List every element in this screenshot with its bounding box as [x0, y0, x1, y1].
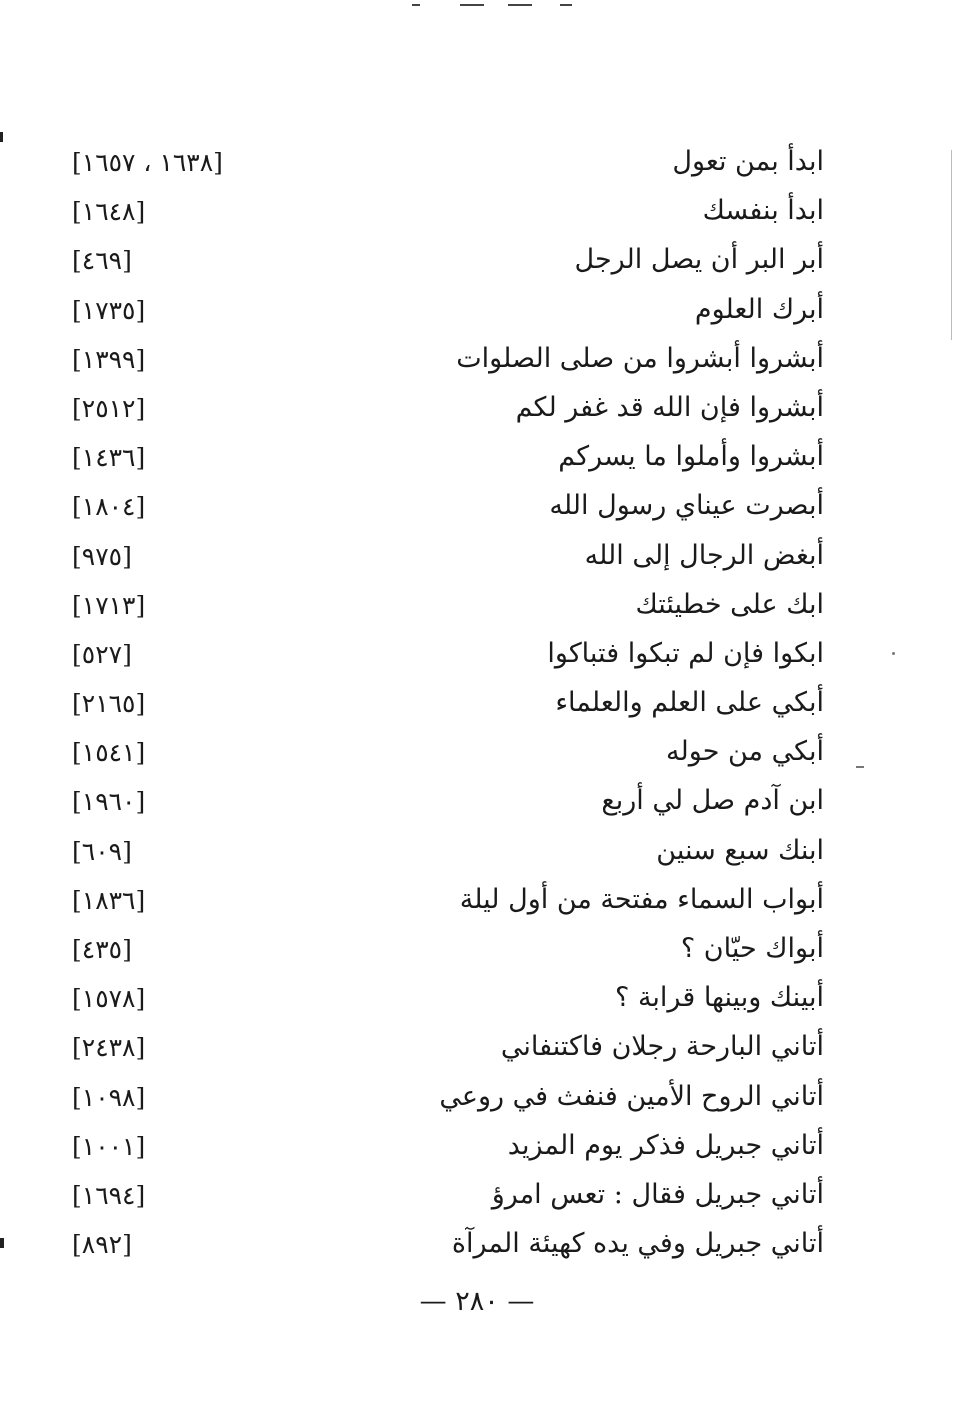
index-entry: [0, 827, 954, 876]
entry-reference: [٢١٦٥]: [72, 689, 146, 719]
index-entry: [0, 1171, 954, 1220]
entry-text: ابكوا فإن لم تبكوا فتباكوا: [547, 637, 824, 669]
index-entry: [0, 728, 954, 777]
index-entry: [0, 236, 954, 285]
entry-text: أبشروا أبشروا من صلى الصلوات: [456, 342, 824, 374]
entry-text: ابدأ بمن تعول: [672, 146, 824, 177]
entry-text: أبكي من حوله: [666, 736, 824, 768]
top-scan-marks: [400, 4, 580, 8]
index-entry: [0, 335, 954, 384]
index-entry: [0, 974, 954, 1023]
index-entry: [0, 777, 954, 826]
entry-text: أتاني جبريل فقال : تعس امرؤ: [491, 1178, 824, 1210]
entry-reference: [١٣٩٩]: [72, 344, 146, 374]
entry-text: ابن آدم صل لي أربع: [601, 785, 824, 817]
index-entries: [0, 138, 954, 1269]
entry-reference: [٩٧٥]: [72, 541, 132, 571]
index-entry: [0, 482, 954, 531]
index-entry: [0, 1023, 954, 1072]
index-entry: [0, 187, 954, 236]
entry-text: أبغض الرجال إلى الله: [584, 539, 824, 571]
entry-reference: [١٤٣٦]: [72, 443, 146, 473]
entry-reference: [٢٤٣٨]: [72, 1033, 146, 1063]
entry-text: أبر البر أن يصل الرجل: [574, 244, 824, 276]
entry-text: أتاني الروح الأمين فنفث في روعي: [439, 1080, 824, 1112]
entry-reference: [١٦٤٨]: [72, 197, 146, 227]
entry-reference: [١٧١٣]: [72, 590, 146, 620]
index-entry: [0, 138, 954, 187]
index-entry: [0, 679, 954, 728]
entry-reference: [٤٣٥]: [72, 935, 132, 964]
index-entry: [0, 532, 954, 581]
entry-reference: [٢٥١٢]: [72, 393, 146, 423]
entry-reference: [١٥٤١]: [72, 738, 146, 768]
entry-text: ابدأ بنفسك: [702, 195, 824, 227]
entry-text: أتاني البارحة رجلان فاكتنفاني: [500, 1031, 824, 1063]
index-entry: [0, 433, 954, 482]
index-entry: [0, 1122, 954, 1171]
entry-reference: [١٧٣٥]: [72, 295, 146, 325]
entry-reference: [١٠٠١]: [72, 1131, 146, 1161]
page-number: — ٢٨٠ —: [419, 1286, 535, 1317]
entry-text: أبرك العلوم: [694, 293, 824, 325]
entry-reference: [١٦٩٤]: [72, 1180, 146, 1210]
entry-text: أبواك حيّان ؟: [680, 933, 824, 964]
index-entry: [0, 581, 954, 630]
entry-text: أتاني جبريل فذكر يوم المزيد: [507, 1129, 824, 1161]
entry-text: أبينك وبينها قرابة ؟: [615, 982, 824, 1014]
index-entry: [0, 925, 954, 974]
entry-text: أبصرت عيناي رسول الله: [549, 490, 824, 522]
entry-reference: [١٦٣٨ ، ١٦٥٧]: [72, 148, 223, 177]
entry-text: أبشروا وأملوا ما يسركم: [558, 441, 824, 473]
entry-text: أبواب السماء مفتحة من أول ليلة: [459, 883, 824, 915]
index-entry: [0, 384, 954, 433]
entry-reference: [٤٦٩]: [72, 246, 132, 276]
entry-reference: [٥٢٧]: [72, 639, 132, 669]
index-entry: [0, 876, 954, 925]
entry-reference: [٦٠٩]: [72, 836, 132, 866]
entry-reference: [١٨٠٤]: [72, 492, 146, 522]
entry-reference: [٨٩٢]: [72, 1230, 132, 1260]
index-entry: [0, 630, 954, 679]
entry-reference: [١٠٩٨]: [72, 1082, 146, 1112]
entry-text: أبكي على العلم والعلماء: [555, 687, 824, 719]
entry-text: أبشروا فإن الله قد غفر لكم: [515, 391, 824, 423]
index-entry: [0, 1220, 954, 1269]
entry-text: أتاني جبريل وفي يده كهيئة المرآة: [451, 1228, 824, 1260]
index-entry: [0, 286, 954, 335]
entry-reference: [١٨٣٦]: [72, 885, 146, 915]
index-entry: [0, 1073, 954, 1122]
entry-reference: [١٥٧٨]: [72, 984, 146, 1014]
entry-text: ابنك سبع سنين: [656, 834, 824, 866]
entry-reference: [١٩٦٠]: [72, 787, 146, 817]
entry-text: ابك على خطيئتك: [635, 588, 824, 620]
